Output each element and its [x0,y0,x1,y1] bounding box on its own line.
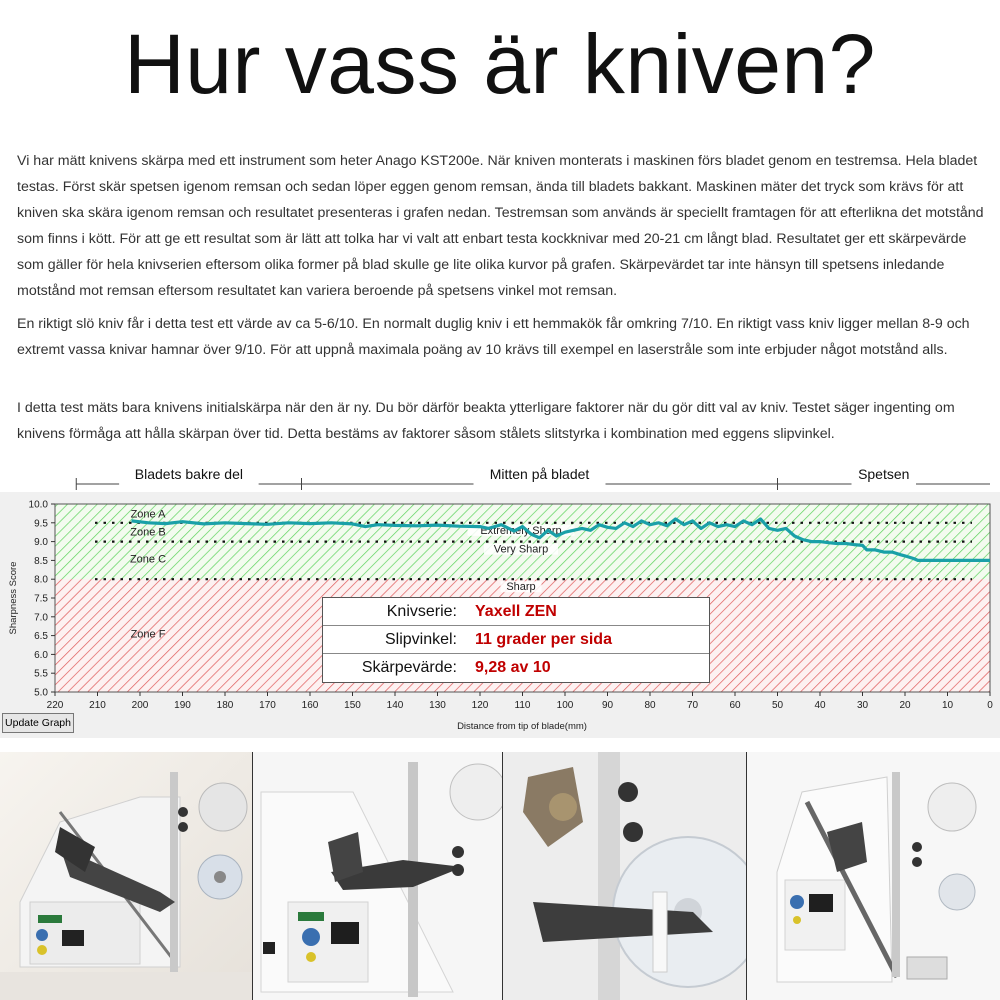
zone-label: Zone A [130,508,166,521]
machine-photo-2-image [253,752,502,1000]
machine-photo-4-image [747,752,1000,1000]
y-tick-label: 7.5 [34,593,48,605]
y-tick-label: 5.0 [34,687,48,699]
zone-label: Zone C [129,553,167,566]
x-tick-label: 20 [899,700,911,711]
x-tick-label: 200 [131,700,149,711]
x-tick-label: 120 [471,700,489,711]
x-tick-label: 40 [814,700,826,711]
knife-info-box [322,597,710,683]
x-tick-label: 130 [429,700,446,711]
x-tick-label: 90 [601,700,614,711]
update-graph-button[interactable]: Update Graph [2,713,74,733]
info-value-series: Yaxell ZEN [475,603,557,620]
threshold-label: Extremely Sharp [480,524,562,537]
x-tick-label: 30 [856,700,869,711]
machine-photo-1-image [0,752,252,1000]
info-row-angle [323,626,709,654]
blade-section-header [0,460,1000,492]
y-tick-label: 8.5 [34,555,48,567]
zone-band [55,504,990,523]
y-tick-label: 5.5 [34,668,48,680]
info-row-score [323,654,709,682]
y-tick-label: 6.5 [34,631,48,643]
info-key-series: Knivserie: [386,603,457,620]
blade-section-brackets [0,460,1000,492]
info-key-score: Skärpevärde: [361,659,457,676]
note-paragraph: I detta test mäts bara knivens initialskärpa när den är ny. Du bör därför beakta ytterligare faktorer när du gör ditt val av kniv. Testet säger ingenting om knivens förmåga att hålla skärpan över tid. Detta bestäms av faktorer såsom stålets slitstyrka i kombination med eggens slipvinkel. [17,400,955,442]
x-tick-label: 220 [46,700,64,711]
x-tick-label: 170 [259,700,276,711]
info-row-series [323,598,709,626]
x-tick-label: 190 [174,700,191,711]
x-tick-label: 110 [514,700,531,711]
scale-paragraph: En riktigt slö kniv får i detta test ett värde av ca 5-6/10. En normalt duglig kniv i ett hemmakök får omkring 7/10. En riktigt vass kniv ligger mellan 8-9 och extremt vassa knivar hamnar över 9/10. För att uppnå maximala poäng av 10 krävs till exempel en laserstråle som inte erbjuder något motstånd alls. [17,316,970,358]
section-label: Spetsen [858,466,910,482]
x-tick-label: 150 [344,700,361,711]
section-label: Mitten på bladet [489,466,590,482]
x-tick-label: 100 [556,700,574,711]
y-tick-label: 9.5 [34,518,48,530]
x-tick-label: 50 [771,700,784,711]
machine-photo-3-image [503,752,746,1000]
y-axis-label: Sharpness Score [8,561,19,635]
y-tick-label: 8.0 [34,574,48,586]
info-key-angle: Slipvinkel: [384,631,457,648]
zone-label: Zone F [130,628,166,641]
machine-photo-1 [0,752,252,1000]
machine-photo-4 [746,752,1000,1000]
machine-photo-2 [252,752,502,1000]
machine-photo-3 [502,752,746,1000]
x-tick-label: 180 [216,700,234,711]
y-tick-label: 10.0 [28,499,48,511]
x-tick-label: 0 [987,700,993,711]
threshold-label: Sharp [506,581,536,594]
x-tick-label: 160 [301,700,319,711]
machine-photo-strip [0,752,1000,1000]
info-value-angle: 11 grader per sida [475,631,612,648]
x-tick-label: 70 [686,700,699,711]
x-axis-label: Distance from tip of blade(mm) [457,721,587,732]
section-label: Bladets bakre del [134,466,243,482]
x-tick-label: 210 [89,700,106,711]
x-tick-label: 60 [729,700,741,711]
y-tick-label: 9.0 [34,537,48,549]
y-tick-label: 6.0 [34,649,48,661]
y-tick-label: 7.0 [34,612,48,624]
x-tick-label: 80 [644,700,656,711]
x-tick-label: 140 [386,700,404,711]
zone-label: Zone B [130,526,166,539]
x-tick-label: 10 [941,700,954,711]
threshold-label: Very Sharp [493,543,549,556]
info-value-score: 9,28 av 10 [475,659,551,676]
page-title: Hur vass är kniven? [124,17,876,111]
intro-paragraph: Vi har mätt knivens skärpa med ett instrument som heter Anago KST200e. När kniven monterats i maskinen förs bladet genom en testremsa. Hela bladet testas. Först skär spetsen igenom remsan och sedan löper eggen genom remsan, ända till bladets bakkant. Maskinen mäter det tryck som krävs för att kniven ska skära igenom remsan och resultatet presenteras i grafen nedan. Testremsan som används är speciellt framtagen för att efterlikna det motstånd som finns i kött. För att ge ett resultat som är lätt att tolka har vi valt att enbart testa kockknivar med 20-21 cm långt blad. Resultatet ger ett skärpevärde som gäller för hela knivserien eftersom olika former på blad skulle ge lite olika kurvor på grafen. Skärpevärdet tar inte hänsyn till spetsens inledande motstånd mot remsan eftersom resultatet kan variera beroende på spetsens vinkel mot remsan. [17,153,984,299]
